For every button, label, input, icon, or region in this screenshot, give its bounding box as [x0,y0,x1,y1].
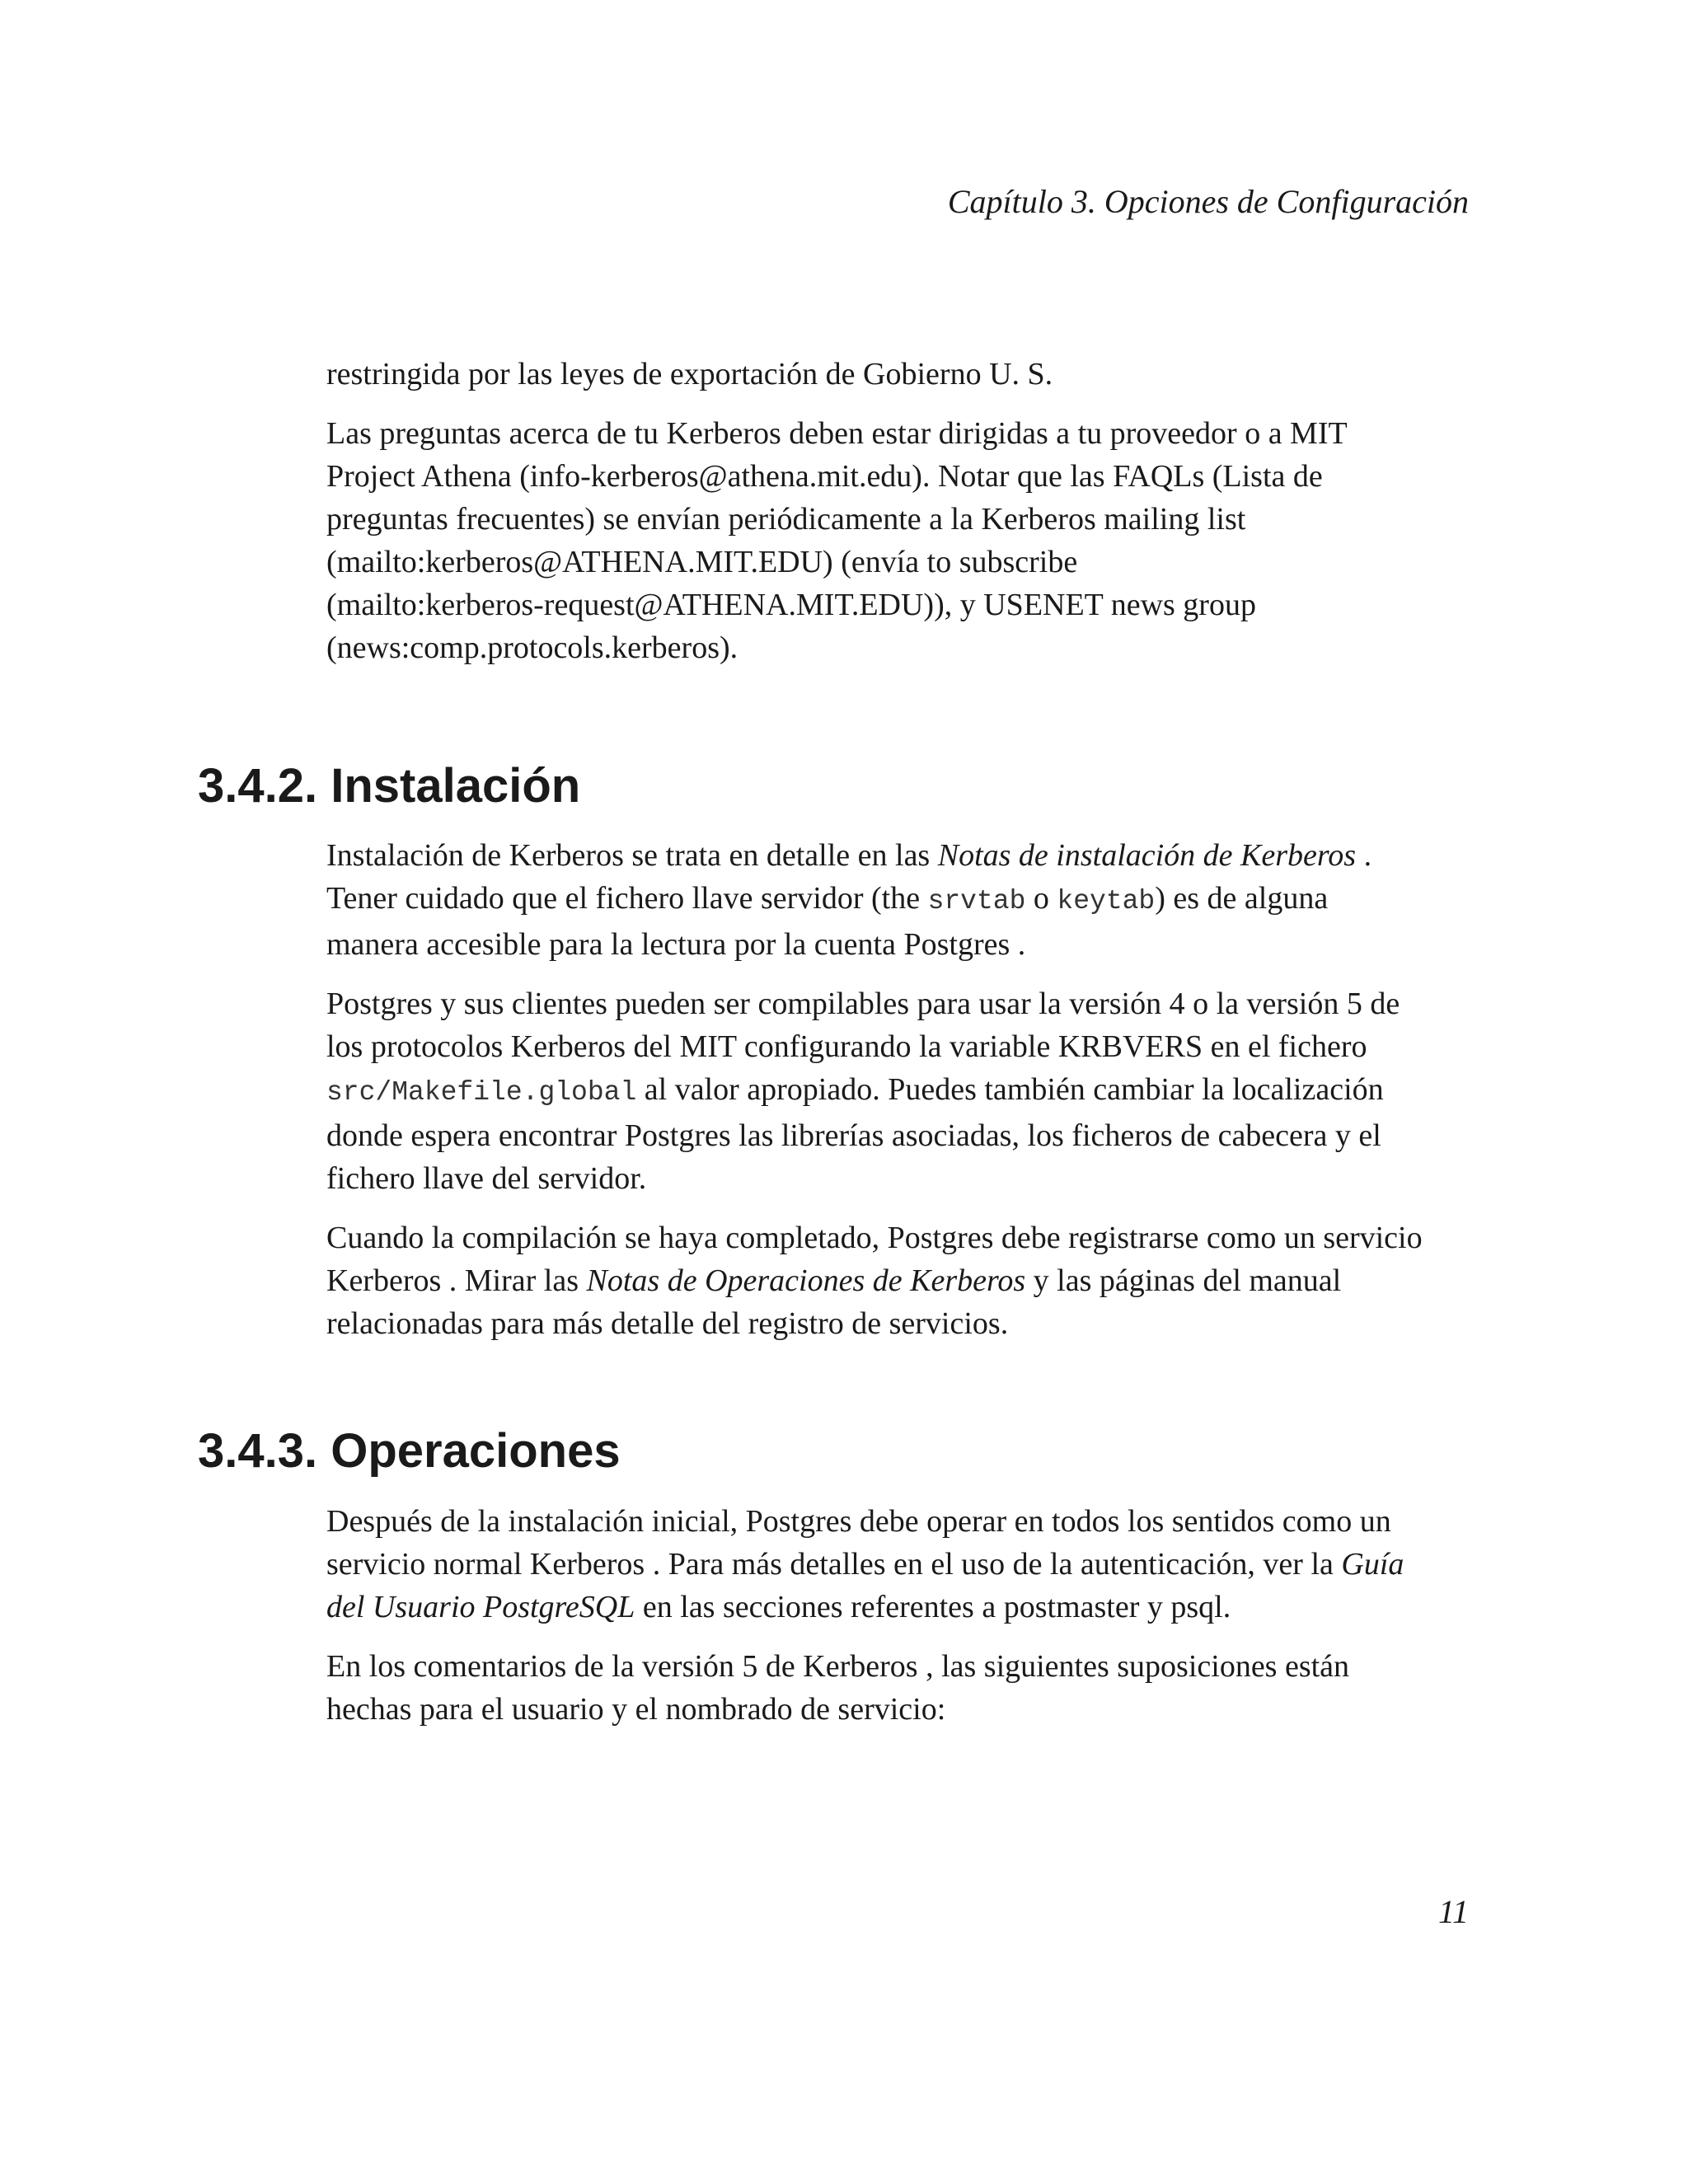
book-title-emphasis: del Usuario PostgreSQL [326,1590,635,1624]
text-run: Después de la instalación inicial, Postgres debe operar en todos los sentidos como un [326,1504,1391,1539]
text-run: manera accesible para la lectura por la cuenta Postgres . [326,927,1026,962]
text-run: ) es de alguna [1155,881,1329,916]
operations-paragraph-2 [326,1645,1480,1731]
text-run: o [1025,881,1057,916]
intro-line: Project Athena (info-kerberos@athena.mit.edu). Notar que las FAQLs (Lista de [326,459,1323,494]
text-run: . [1356,838,1372,873]
intro-paragraph-1: restringida por las leyes de exportación de Gobierno U. S. [326,357,1053,391]
installation-paragraph-1 [326,834,1480,966]
operations-paragraph-1 [326,1500,1480,1629]
book-title-emphasis: Guía [1341,1547,1404,1582]
book-title-emphasis: Notas de instalación de Kerberos [937,838,1357,873]
installation-paragraph-3 [326,1216,1480,1345]
text-run: donde espera encontrar Postgres las librerías asociadas, los ficheros de cabecera y el [326,1118,1381,1153]
book-title-emphasis: Notas de Operaciones de Kerberos [586,1263,1026,1298]
text-run: servicio normal Kerberos . Para más detalles en el uso de la autenticación, ver la [326,1547,1342,1582]
text-run: Postgres y sus clientes pueden ser compilables para usar la versión 4 o la versión 5 de [326,987,1400,1021]
operations-block [326,1500,1480,1731]
section-heading-installation: 3.4.2. Instalación [198,759,581,813]
installation-paragraph-2 [326,982,1480,1200]
text-run: Kerberos . Mirar las [326,1263,587,1298]
intro-block [326,353,1480,669]
text-run: hechas para el usuario y el nombrado de servicio: [326,1692,946,1727]
installation-block [326,834,1480,1345]
section-heading-operations: 3.4.3. Operaciones [198,1424,621,1478]
code-srvtab: srvtab [927,886,1026,916]
running-header: Capítulo 3. Opciones de Configuración [947,183,1469,220]
code-keytab: keytab [1057,886,1156,916]
code-makefile-path: src/Makefile.global [326,1077,637,1108]
intro-paragraph-2 [326,412,1480,669]
text-run: los protocolos Kerberos del MIT configurando la variable KRBVERS en el fichero [326,1029,1367,1064]
text-run: en las secciones referentes a postmaster y psql. [635,1590,1231,1624]
text-run: Tener cuidado que el fichero llave servidor (the [326,881,928,916]
text-run: y las páginas del manual [1025,1263,1342,1298]
text-run: al valor apropiado. Puedes también cambiar la localización [636,1072,1384,1107]
intro-line: (news:comp.protocols.kerberos). [326,630,738,665]
page-number: 11 [1437,1893,1469,1930]
intro-line: preguntas frecuentes) se envían periódicamente a la Kerberos mailing list [326,502,1246,537]
text-run: En los comentarios de la versión 5 de Kerberos , las siguientes suposiciones están [326,1649,1350,1684]
intro-line: (mailto:kerberos@ATHENA.MIT.EDU) (envía to subscribe [326,545,1078,579]
text-run: relacionadas para más detalle del registro de servicios. [326,1306,1009,1341]
intro-line: Las preguntas acerca de tu Kerberos deben estar dirigidas a tu proveedor o a MIT [326,416,1348,451]
text-run: fichero llave del servidor. [326,1161,647,1196]
intro-line: (mailto:kerberos-request@ATHENA.MIT.EDU)), y USENET news group [326,588,1256,622]
text-run: Cuando la compilación se haya completado, Postgres debe registrarse como un servicio [326,1221,1423,1255]
text-run: Instalación de Kerberos se trata en detalle en las [326,838,938,873]
